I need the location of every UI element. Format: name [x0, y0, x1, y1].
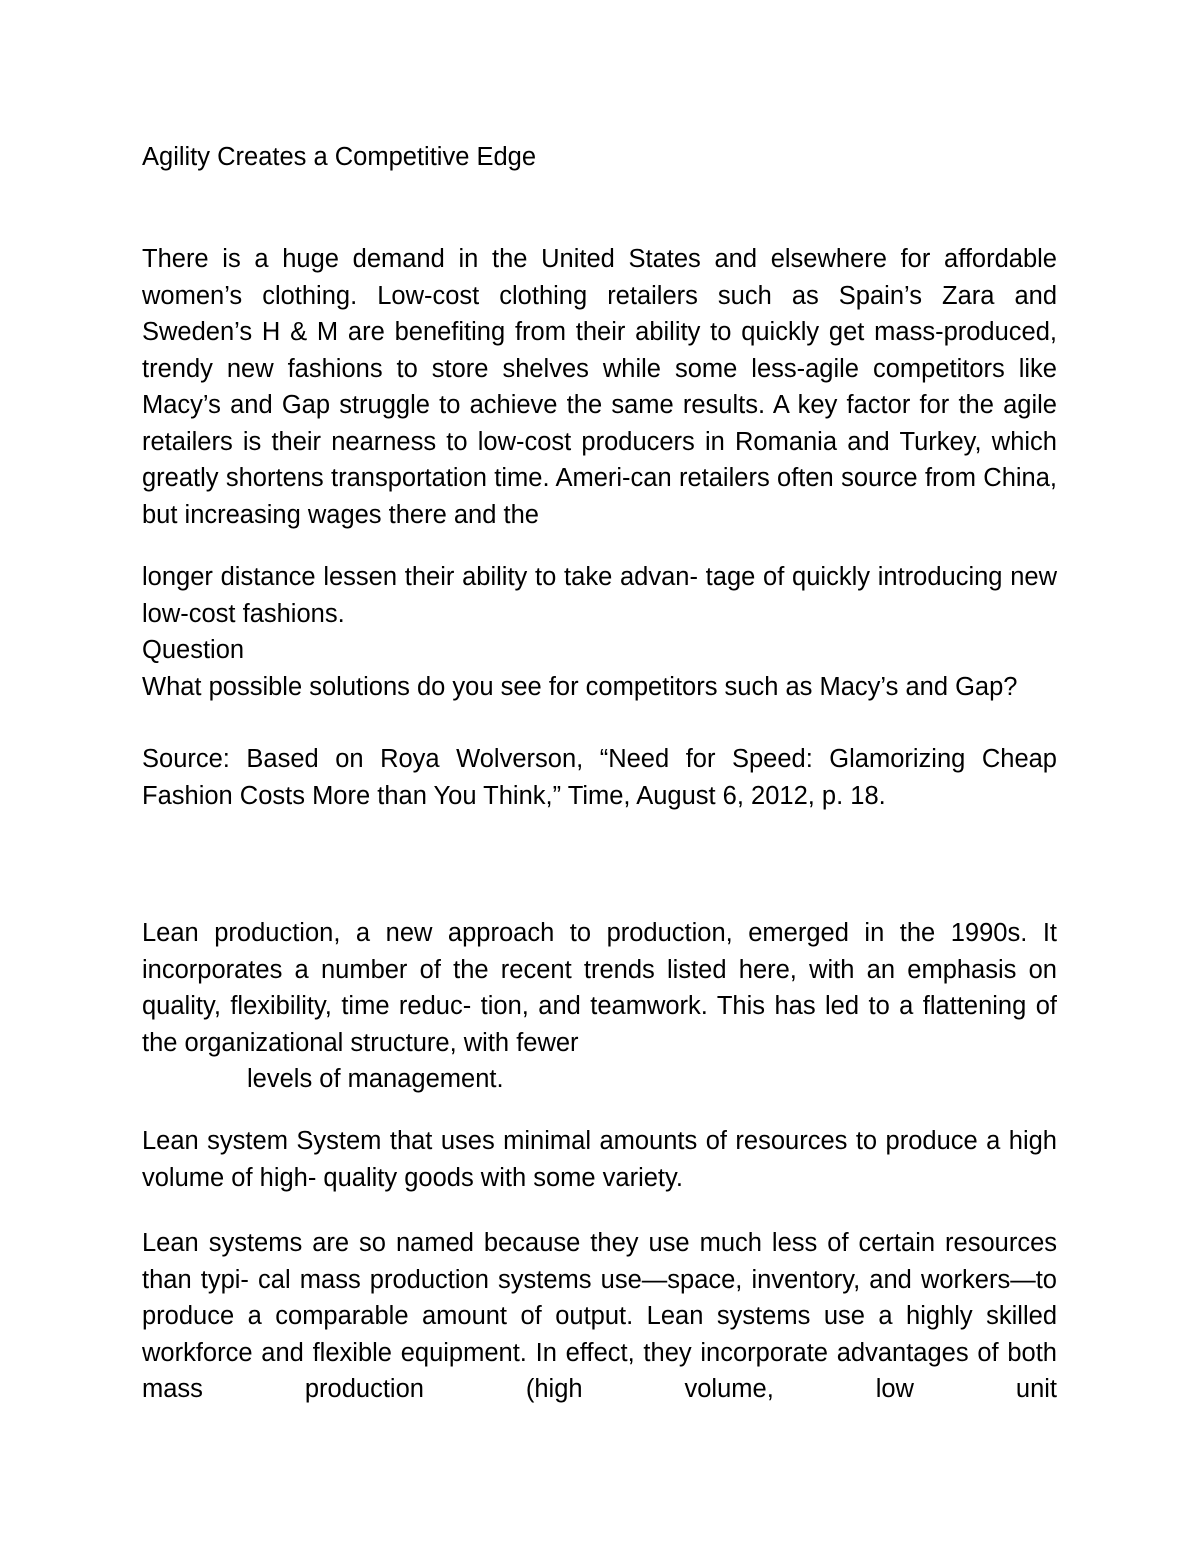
case-paragraph-1: There is a huge demand in the United States and elsewhere for affordable women’s clothing. Low-cost clothing retailers such as Spain’s Zara and Sweden’s H & M are benefiting from their ability to quickly get mass-produced, trendy new fashions to store shelves while some less-agile competitors like Macy’s and Gap struggle to achieve the same results. A key factor for the agile retailers is their nearness to low-cost producers in Romania and Turkey, which greatly shortens transportation time. Ameri-can retailers often source from China, but increasing wages there and the: [142, 245, 1057, 529]
case-paragraph-2: longer distance lessen their ability to take advan- tage of quickly introducing new low-cost fashions.: [142, 563, 1057, 628]
question-text: What possible solutions do you see for competitors such as Macy’s and Gap?: [142, 673, 1018, 701]
lean-production-paragraph: Lean production, a new approach to production, emerged in the 1990s. It incorporates a number of the recent trends listed here, with an emphasis on quality, flexibility, time reduc- tion, and teamwork. This has led to a flattening of the organizational structure, with fewer: [142, 919, 1057, 1057]
source-citation: Source: Based on Roya Wolverson, “Need for Speed: Glamorizing Cheap Fashion Costs More than You Think,” Time, August 6, 2012, p. 18.: [142, 745, 1057, 810]
document-title: Agility Creates a Competitive Edge: [142, 143, 537, 171]
lean-production-paragraph-continued: [142, 1061, 1057, 1098]
question-heading: Question: [142, 636, 245, 664]
lean-systems-paragraph: Lean systems are so named because they use much less of certain resources than typi- cal mass production systems use—space, inventory, and workers—to produce a comparable amount of output. Lean systems use a highly skilled workforce and flexible equipment. In effect, they incorporate advantages of both mass production (high volume, low unit: [142, 1229, 1057, 1403]
lean-system-definition: Lean system System that uses minimal amounts of resources to produce a high volume of high- quality goods with some variety.: [142, 1127, 1057, 1192]
indented-line: levels of management.: [247, 1065, 504, 1093]
